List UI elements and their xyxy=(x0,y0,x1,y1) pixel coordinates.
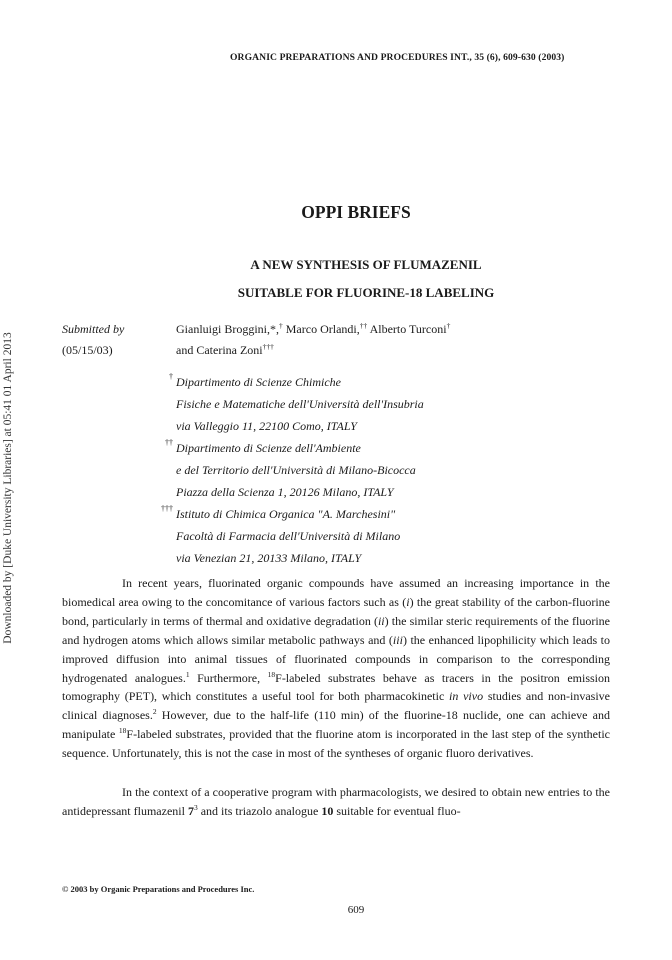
reference-mark: 1 xyxy=(185,669,190,679)
author-name: and Caterina Zoni xyxy=(176,343,263,357)
affiliation-3-line-1: ††† Istituto di Chimica Organica "A. Marchesini" xyxy=(161,504,396,521)
affiliation-3-line-2: Facoltà di Farmacia dell'Università di Milano xyxy=(176,529,401,543)
submission-date: (05/15/03) xyxy=(62,343,113,357)
affiliation-2-line-2: e del Territorio dell'Università di Milano-Bicocca xyxy=(176,463,416,477)
affiliation-mark: ††† xyxy=(161,504,173,513)
download-watermark-text: Downloaded by [Duke University Libraries] at 05:41 01 April 2013 xyxy=(2,332,14,644)
author-name: Alberto Turconi xyxy=(367,322,447,336)
affiliation-mark: † xyxy=(446,321,451,330)
author-name: Marco Orlandi, xyxy=(282,322,360,336)
compound-number: 7 xyxy=(187,803,194,818)
author-name: Gianluigi Broggini,*, xyxy=(176,322,279,336)
affiliation-1-line-2: Fisiche e Matematiche dell'Università dell'Insubria xyxy=(176,397,424,411)
journal-header: ORGANIC PREPARATIONS AND PROCEDURES INT., 35 (6), 609-630 (2003) xyxy=(230,52,565,63)
compound-number: 10 xyxy=(321,803,334,818)
page-number: 609 xyxy=(347,904,365,916)
affiliation-mark: † xyxy=(279,321,283,330)
reference-mark: 3 xyxy=(193,802,198,812)
body-paragraph-2: In the context of a cooperative program with pharmacologists, we desired to obtain new entries to the antidepressant flumazenil $7^3$ and its triazolo analogue 10 suitable for eventual fluo- xyxy=(62,785,610,818)
section-title: OPPI BRIEFS xyxy=(301,202,411,222)
affiliation-2-line-3: Piazza della Scienza 1, 20126 Milano, ITALY xyxy=(176,485,394,499)
affiliation-3-line-3: via Venezian 21, 20133 Milano, ITALY xyxy=(176,551,362,565)
affiliation-1-line-3: via Valleggio 11, 22100 Como, ITALY xyxy=(176,419,357,433)
reference-mark: 2 xyxy=(152,707,157,717)
copyright-footer: © 2003 by Organic Preparations and Procedures Inc. xyxy=(62,884,255,894)
affiliation-mark: †† xyxy=(359,321,368,330)
isotope-mark: 18 xyxy=(118,726,127,736)
authors-line-2 xyxy=(176,343,274,358)
authors-line-1 xyxy=(176,322,450,337)
affiliation-mark: † xyxy=(169,372,173,381)
article-title-line-2: SUITABLE FOR FLUORINE-18 LABELING xyxy=(237,285,495,300)
affiliation-2-line-1: †† Dipartimento di Scienze dell'Ambiente xyxy=(165,438,361,455)
affiliation-1-line-1: † Dipartimento di Scienze Chimiche xyxy=(169,372,341,389)
isotope-mark: 18 xyxy=(267,669,276,679)
download-watermark xyxy=(0,288,16,688)
affiliation-mark: ††† xyxy=(262,342,274,351)
submitted-by-label: Submitted by xyxy=(62,322,125,336)
body-paragraph-1: In recent years, fluorinated organic compounds have assumed an increasing importance in the biomedical area owing to the concomitance of various factors such as (i) the great stability of the carbon-fluorine bond, particularly in terms of thermal and oxidative degradation (ii) the similar steric requirements of the fluorine and hydrogen atoms which allows similar metabolic pathways and (iii) the enhanced lipophilicity which leads to improved diffusion into animal tissues of fluorinated compounds in comparison to the corresponding hydrogenated analogues.$^1$ Furthermore, $^{18}$F-labeled substrates behave as tracers in the positron emission tomography (PET), which constitutes a useful tool for both pharmacokinetic in vivo studies and non-invasive clinical diagnoses.$^2$ However, due to the half-life (110 min) of the fluorine-18 nuclide, one can achieve and manipulate $^{18}$F-labeled substrates, provided that the fluorine atom is incorporated in the last step of the synthetic sequence. Unfortunately, this is not the case in most of the syntheses of organic fluoro derivatives. xyxy=(62,576,611,761)
article-title-line-1: A NEW SYNTHESIS OF FLUMAZENIL xyxy=(250,257,482,272)
affiliation-mark: †† xyxy=(165,438,173,447)
